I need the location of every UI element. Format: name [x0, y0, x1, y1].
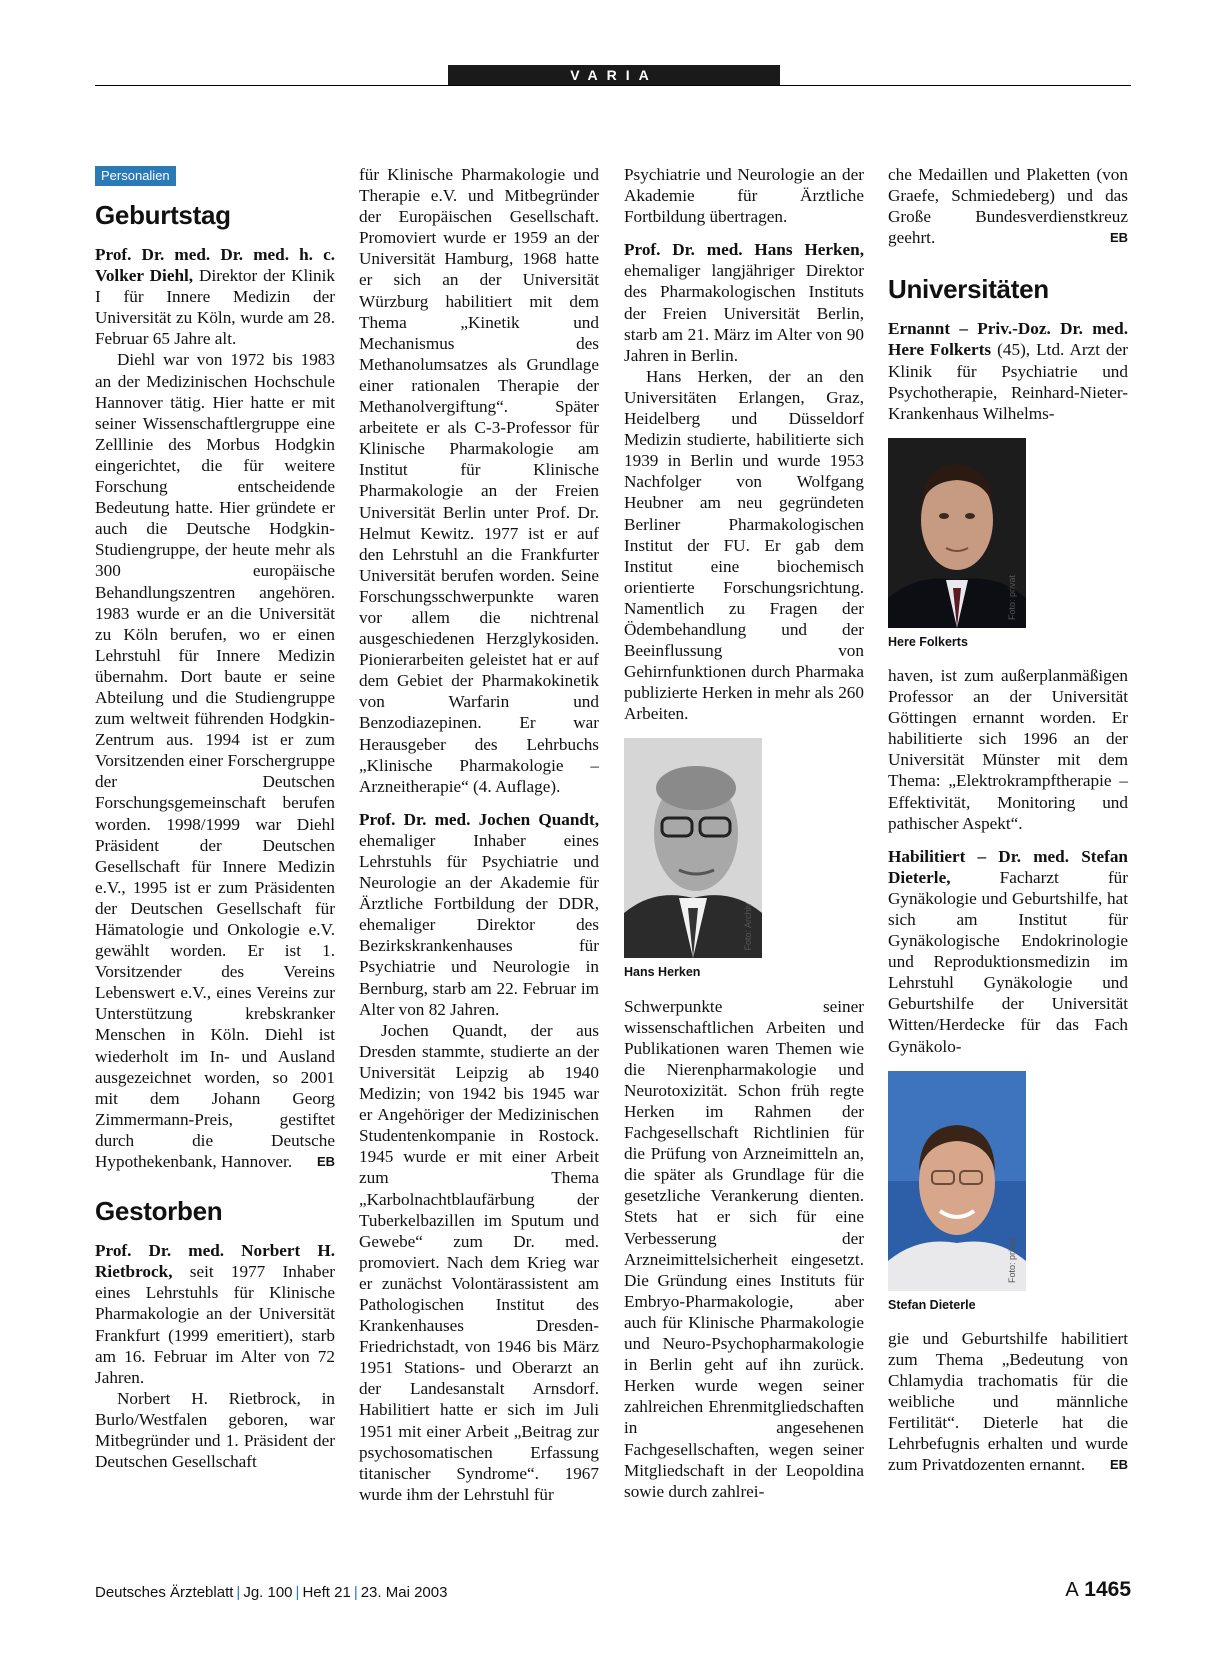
paragraph: Jochen Quandt, der aus Dresden stammte, studierte an der Universität Leipzig ab 1940 Medizin; von 1942 bis 1945 war er Angehöriger der Medizinischen Studentenkompanie in Rostock. 1945 wurde er mit einer Arbeit zum Thema „Karbolnachtblaufärbung der Tuberkelbazillen im Sputum und Gewebe“ zum Dr. med. promoviert. Nach dem Krieg war er zunächst Volontärassistent am Pathologischen Institut des Krankenhauses Dresden-Friedrichstadt, von 1946 bis März 1951 Stations- und Oberarzt an der Landesanstalt Arnsdorf. Habilitiert hatte er sich im Juli 1951 mit einer Arbeit „Beitrag zur psychosomatischen Erfassung titanischer Syndrome“. 1967 wurde ihm der Lehrstuhl für [359, 1020, 599, 1504]
photo-caption: Here Folkerts [888, 634, 968, 649]
author-mark: EB [1109, 1457, 1128, 1473]
paragraph: Prof. Dr. med. Norbert H. Rietbrock, seit 1977 Inhaber eines Lehrstuhls für Klinische Pharmakologie an der Universität Frankfurt (1999 emeritiert), starb am 16. Februar im Alter von 72 Jahren. [95, 1241, 335, 1387]
separator: | [236, 1584, 241, 1601]
paragraph: che Medaillen und Plaketten (von Graefe, Schmiedeberg) und das Große Bundesverdienstkreuz geehrt. EB [888, 165, 1128, 248]
paragraph: Habilitiert – Dr. med. Stefan Dieterle, Facharzt für Gynäkologie und Geburtshilfe, hat sich am Institut für Gynäkologische Endokrinologie und Reproduktionsmedizin im Lehrstuhl Gynäkologie und Geburtshilfe der Universität Witten/Herdecke für das Fach Gynäkolo- [888, 846, 1128, 1056]
person-name: Ernannt – Priv.-Doz. Dr. med. Here Folkerts [888, 319, 1128, 360]
page-number-value: 1465 [1084, 1578, 1131, 1601]
person-name: Prof. Dr. med. Dr. med. h. c. Volker Diehl, [95, 245, 335, 286]
photo-stefan-dieterle [888, 1071, 1026, 1291]
column-3 [624, 164, 864, 1502]
paragraph: Psychiatrie und Neurologie an der Akademie für Ärztliche Fortbildung übertragen. [624, 165, 864, 227]
separator: | [295, 1584, 300, 1601]
header-rule [95, 85, 1131, 86]
column-4 [888, 164, 1128, 1475]
photo-hans-herken [624, 738, 762, 958]
paragraph: Hans Herken, der an den Universitäten Erlangen, Graz, Heidelberg und Düsseldorf Medizin studierte, habilitierte sich 1939 in Berlin und wurde 1953 Nachfolger von Wolfgang Heubner am neu gegründeten Berliner Pharmakologischen Institut der FU. Er gab dem Institut eine biochemisch orientierte Forschungsrichtung. Namentlich zu Fragen der Ödembehandlung und der Beeinflussung von Gehirnfunktionen durch Pharmaka publizierte Herken in mehr als 260 Arbeiten. [624, 366, 864, 724]
person-name: Prof. Dr. med. Hans Herken, [624, 240, 864, 260]
column-2 [359, 164, 599, 1505]
paragraph: Schwerpunkte seiner wissenschaftlichen Arbeiten und Publikationen waren Themen wie die Nierenpharmakologie und Neurotoxizität. Schon früh regte Herken im Rahmen der Fachgesellschaft Richtlinien für die Prüfung von Arzneimitteln an, die später als Grundlage für die gesetzliche Verankerung dienten. Stets hat er sich für eine Verbesserung der Arzneimittelsicherheit eingesetzt. Die Gründung eines Instituts für Embryo-Pharmakologie, aber auch für Klinische Pharmakologie und Neuro-Psychopharmakologie in Berlin geht auf ihn zurück. Herken wurde wegen seiner zahlreichen Ehrenmitgliedschaften in angesehenen Fachgesellschaften, wegen seiner Mitgliedschaft in der Leopoldina sowie durch zahlrei- [624, 996, 864, 1501]
author-mark: EB [1109, 230, 1128, 246]
paragraph: Prof. Dr. med. Hans Herken, ehemaliger langjähriger Direktor des Pharmakologischen Instituts der Freien Universität Berlin, starb am 21. März im Alter von 90 Jahren in Berlin. [624, 240, 864, 365]
paragraph: Prof. Dr. med. Jochen Quandt, ehemaliger Inhaber eines Lehrstuhls für Psychiatrie und Neurologie an der Akademie für Ärztliche Fortbildung der DDR, ehemaliger Direktor des Bezirkskrankenhauses für Psychiatrie und Neurologie in Bernburg, starb am 22. Februar im Alter von 82 Jahren. [359, 809, 599, 1019]
heading-geburtstag: Geburtstag [95, 200, 231, 230]
author-mark: EB [316, 1154, 335, 1170]
page-number [1065, 1578, 1131, 1602]
category-tag: Personalien [95, 166, 176, 186]
footer [95, 1584, 447, 1601]
photo-credit: Foto: privat [1006, 574, 1017, 620]
photo-caption: Stefan Dieterle [888, 1297, 976, 1312]
photo-caption: Hans Herken [624, 965, 701, 980]
photo-credit: Foto: Archiv [742, 902, 753, 951]
paragraph: Norbert H. Rietbrock, in Burlo/Westfalen geboren, war Mitbegründer und 1. Präsident der Deutschen Gesellschaft [95, 1388, 335, 1472]
heading-gestorben: Gestorben [95, 1196, 223, 1227]
journal-name: Deutsches Ärzteblatt [95, 1584, 234, 1601]
person-name: Habilitiert – Dr. med. Stefan Dieterle, [888, 846, 1128, 887]
issue-date: 23. Mai 2003 [360, 1584, 448, 1601]
column-1 [95, 164, 335, 1472]
person-name: Prof. Dr. med. Jochen Quandt, [359, 809, 599, 829]
paragraph: Prof. Dr. med. Dr. med. h. c. Volker Diehl, Direktor der Klinik I für Innere Medizin der Universität zu Köln, wurde am 28. Februar 65 Jahre alt. [95, 245, 335, 349]
volume: Jg. 100 [243, 1584, 293, 1601]
heading-universitaeten: Universitäten [888, 274, 1049, 305]
paragraph: gie und Geburtshilfe habilitiert zum Thema „Bedeutung von Chlamydia trachomatis für die weibliche und männliche Fertilität“. Dieterle hat die Lehrbefugnis erhalten und wurde zum Privatdozenten ernannt. EB [888, 1328, 1128, 1475]
issue: Heft 21 [302, 1584, 351, 1601]
page-prefix: A [1065, 1579, 1079, 1601]
paragraph: für Klinische Pharmakologie und Therapie e.V. und Mitbegründer der Europäischen Gesellschaft. Promoviert wurde er 1959 an der Universität Hamburg, 1968 hatte er sich an der Universität Würzburg habilitiert mit dem Thema „Kinetik und Mechanismus des Methanolumsatzes als Grundlage einer rationalen Therapie der Methanolvergiftung“. Später arbeitete er als C-3-Professor für Klinische Pharmakologie am Institut für Klinische Pharmakologie an der Freien Universität Berlin unter Prof. Dr. Helmut Kewitz. 1977 ist er auf den Lehrstuhl an die Frankfurter Universität berufen worden. Seine Forschungsschwerpunkte waren vor allem die nichtrenal ausgeschiedenen Herzglykosiden. Pionierarbeiten geleistet hat er auf dem Gebiet der Pharmakokinetik von Warfarin und Benzodiazepinen. Er war Herausgeber des Lehrbuchs „Klinische Pharmakologie – Arzneitherapie“ (4. Auflage). [359, 165, 599, 796]
section-header: VARIA [448, 65, 780, 85]
paragraph: Diehl war von 1972 bis 1983 an der Medizinischen Hochschule Hannover tätig. Hier hatte er mit seiner Wissenschaftlergruppe eine Zelllinie des Morbus Hodgkin eingerichtet, die für weitere Forschung entscheidende Bedeutung hatte. Hier gründete er auch die Deutsche Hodgkin-Studiengruppe, der heute mehr als 300 europäische Behandlungszentren angehören. 1983 wurde er an die Universität zu Köln berufen, wo er einen Lehrstuhl für Innere Medizin übernahm. Dort baute er seine Abteilung und die Studiengruppe zum weltweit führenden Hodgkin-Zentrum aus. 1994 ist er zum Vorsitzenden einer Forschergruppe der Deutschen Forschungsgemeinschaft berufen worden. 1998/1999 war Diehl Präsident der Deutschen Gesellschaft für Innere Medizin e.V., 1995 ist er zum Präsidenten der Deutschen Gesellschaft für Hämatologie und Onkologie e.V. gewählt worden. Er ist 1. Vorsitzender des Vereins Lebenswert e.V., eines Vereins zur Unterstützung krebskranker Menschen in Köln. Diehl ist wiederholt im In- und Ausland ausgezeichnet worden, so 2001 mit dem Johann Georg Zimmermann-Preis, gestiftet durch die Deutsche Hypothekenbank, Hannover. EB [95, 350, 335, 1172]
paragraph: Ernannt – Priv.-Doz. Dr. med. Here Folkerts (45), Ltd. Arzt der Klinik für Psychiatrie und Psychotherapie, Reinhard-Nieter-Krankenhaus Wilhelms- [888, 319, 1128, 423]
photo-here-folkerts [888, 438, 1026, 628]
separator: | [353, 1584, 358, 1601]
person-name: Prof. Dr. med. Norbert H. Rietbrock, [95, 1241, 335, 1282]
photo-credit: Foto: privat [1006, 1237, 1017, 1283]
paragraph: haven, ist zum außerplanmäßigen Professor an der Universität Göttingen ernannt worden. Er habilitierte sich 1996 an der Universität Münster mit dem Thema: „Elektrokrampftherapie – Effektivität, Monitoring und pathischer Aspekt“. [888, 665, 1128, 833]
